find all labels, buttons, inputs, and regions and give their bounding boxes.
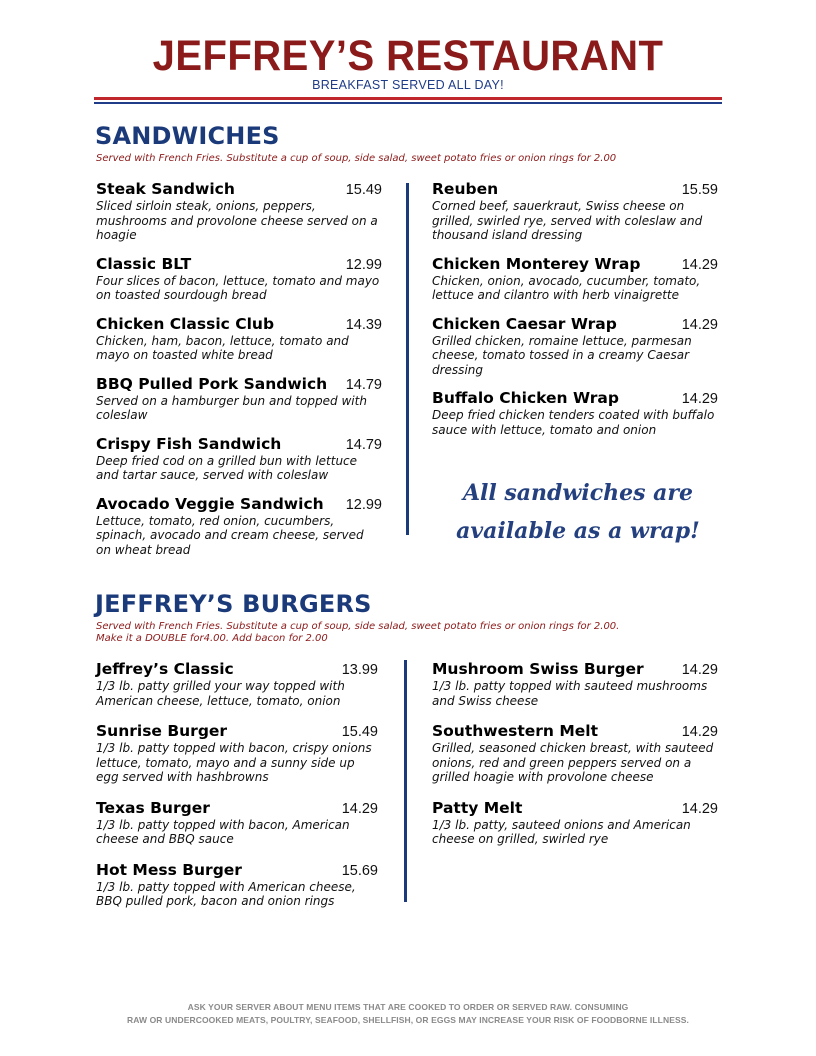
menu-item-price: 14.29 [681,316,718,333]
sandwiches-title: SANDWICHES [95,122,280,150]
menu-item [432,722,718,785]
menu-item [96,180,382,243]
menu-item-name: Sunrise Burger [96,722,228,740]
menu-item-description: 1/3 lb. patty topped with bacon, crispy onions lettuce, tomato, mayo and a sunny side up egg served with hashbrowns [96,741,372,784]
burgers-note-line2: Make it a DOUBLE for4.00. Add bacon for 2.00 [96,633,328,644]
menu-item-name: Hot Mess Burger [96,860,242,879]
menu-item-name: Steak Sandwich [96,180,235,198]
burgers-title: JEFFREY’S BURGERS [95,590,372,618]
menu-item-price: 14.29 [681,724,718,740]
menu-item-header [432,660,718,678]
menu-item-header [96,799,378,817]
menu-item-description: 1/3 lb. patty topped with bacon, American cheese and BBQ sauce [96,817,350,846]
menu-item-description: Corned beef, sauerkraut, Swiss cheese on grilled, swirled rye, served with coleslaw and thousand island dressing [432,199,703,242]
disclaimer-line1: ASK YOUR SERVER ABOUT MENU ITEMS THAT ARE COOKED TO ORDER OR SERVED RAW. CONSUMING [187,1002,629,1012]
menu-item-price: 14.29 [681,662,718,678]
menu-item-price: 15.59 [681,182,718,198]
sandwiches-column-divider [406,183,409,535]
menu-item-header [432,315,718,333]
menu-item-name: Patty Melt [432,798,523,817]
header-divider-blue [94,102,722,104]
menu-item-price: 15.49 [345,182,382,198]
menu-item-header [96,180,382,198]
menu-item [96,255,382,303]
menu-item-name: Buffalo Chicken Wrap [432,389,619,407]
menu-item-name: Classic BLT [96,254,192,273]
menu-item-header [96,861,378,879]
menu-item-description: Served on a hamburger bun and topped with coleslaw [96,393,367,422]
burgers-right-column [432,660,718,847]
burgers-column-divider [404,660,407,902]
restaurant-title: JEFFREY’S RESTAURANT [152,32,664,80]
menu-item-name: Chicken Monterey Wrap [432,254,641,273]
menu-item-description: Grilled chicken, romaine lettuce, parmesan cheese, tomato tossed in a creamy Caesar dressing [432,333,692,377]
menu-item-price: 14.29 [341,800,378,817]
sandwiches-right-column [432,180,718,437]
menu-item-description: Lettuce, tomato, red onion, cucumbers, spinach, avocado and cream cheese, served on wheat bread [96,513,364,557]
menu-item-name: Avocado Veggie Sandwich [96,494,324,513]
menu-item [96,799,378,847]
disclaimer-line2: RAW OR UNDERCOOKED MEATS, POULTRY, SEAFOOD, SHELLFISH, OR EGGS MAY INCREASE YOUR RISK OF FOODBORNE ILLNESS. [127,1015,689,1025]
menu-item-name: BBQ Pulled Pork Sandwich [96,374,328,393]
menu-item [96,375,382,423]
sandwiches-left-column [96,180,382,557]
menu-item-description: Deep fried cod on a grilled bun with lettuce and tartar sauce, served with coleslaw [96,453,358,482]
menu-header [0,30,816,92]
menu-item-description: 1/3 lb. patty grilled your way topped with American cheese, lettuce, tomato, onion [96,679,345,708]
menu-item-header [96,255,382,273]
menu-item-header [96,660,378,678]
wrap-callout-line1: All sandwiches are [462,480,694,506]
menu-item-price: 14.29 [681,800,718,817]
menu-item-header [96,375,382,393]
menu-item-name: Chicken Classic Club [96,314,275,333]
menu-item-description: Chicken, ham, bacon, lettuce, tomato and mayo on toasted white bread [96,333,349,362]
burgers-note [96,621,619,645]
menu-item [432,315,718,378]
menu-item-price: 14.79 [345,436,382,453]
menu-item [432,389,718,437]
menu-item-description: Deep fried chicken tenders coated with buffalo sauce with lettuce, tomato and onion [432,408,715,437]
menu-item-description: 1/3 lb. patty, sauteed onions and American cheese on grilled, swirled rye [432,817,691,846]
menu-item-price: 12.99 [345,256,382,273]
menu-item-header [96,315,382,333]
wrap-callout-line2: available as a wrap! [456,518,700,544]
menu-item [96,861,378,909]
menu-item-price: 14.79 [345,376,382,393]
menu-item-price: 15.69 [341,862,378,879]
menu-item [432,255,718,303]
menu-item-price: 14.29 [681,391,718,407]
sandwiches-note: Served with French Fries. Substitute a cup of soup, side salad, sweet potato fries or onion rings for 2.00 [96,153,617,164]
menu-item-header [96,722,378,740]
burgers-left-column [96,660,378,909]
menu-item-description: 1/3 lb. patty topped with American cheese, BBQ pulled pork, bacon and onion rings [96,879,356,908]
menu-item-name: Reuben [432,180,499,198]
menu-item-price: 14.39 [345,316,382,333]
menu-item-header [432,255,718,273]
menu-item [96,495,382,558]
menu-item-name: Southwestern Melt [432,722,599,740]
menu-item-price: 14.29 [681,256,718,273]
header-divider-red [94,97,722,100]
menu-item [96,315,382,363]
restaurant-subtitle: BREAKFAST SERVED ALL DAY! [312,78,504,92]
menu-item-name: Texas Burger [96,798,210,817]
menu-item [96,435,382,483]
menu-item-name: Chicken Caesar Wrap [432,314,617,333]
menu-item-name: Mushroom Swiss Burger [432,660,644,678]
menu-item-price: 12.99 [345,496,382,513]
wrap-callout [436,474,720,550]
menu-item-header [432,389,718,407]
menu-item [96,722,378,785]
menu-item-header [432,722,718,740]
allergy-disclaimer [0,1001,816,1027]
menu-item-price: 15.49 [341,724,378,740]
menu-item [432,799,718,847]
menu-item-header [96,435,382,453]
menu-item-price: 13.99 [341,662,378,678]
menu-item [432,660,718,708]
menu-item-description: Sliced sirloin steak, onions, peppers, mushrooms and provolone cheese served on a hoagie [96,199,378,242]
menu-item-name: Crispy Fish Sandwich [96,434,282,453]
menu-item-header [432,799,718,817]
menu-item-name: Jeffrey’s Classic [96,660,234,678]
menu-item-header [432,180,718,198]
menu-item-description: 1/3 lb. patty topped with sauteed mushrooms and Swiss cheese [432,679,708,708]
menu-item [96,660,378,708]
menu-item-description: Grilled, seasoned chicken breast, with sauteed onions, red and green peppers served on a grilled hoagie with provolone cheese [432,741,714,784]
menu-item-header [96,495,382,513]
menu-item [432,180,718,243]
menu-item-description: Four slices of bacon, lettuce, tomato and mayo on toasted sourdough bread [96,273,380,302]
menu-item-description: Chicken, onion, avocado, cucumber, tomato, lettuce and cilantro with herb vinaigrette [432,273,701,302]
burgers-note-line1: Served with French Fries. Substitute a cup of soup, side salad, sweet potato fries or onion rings for 2.00. [96,621,620,632]
